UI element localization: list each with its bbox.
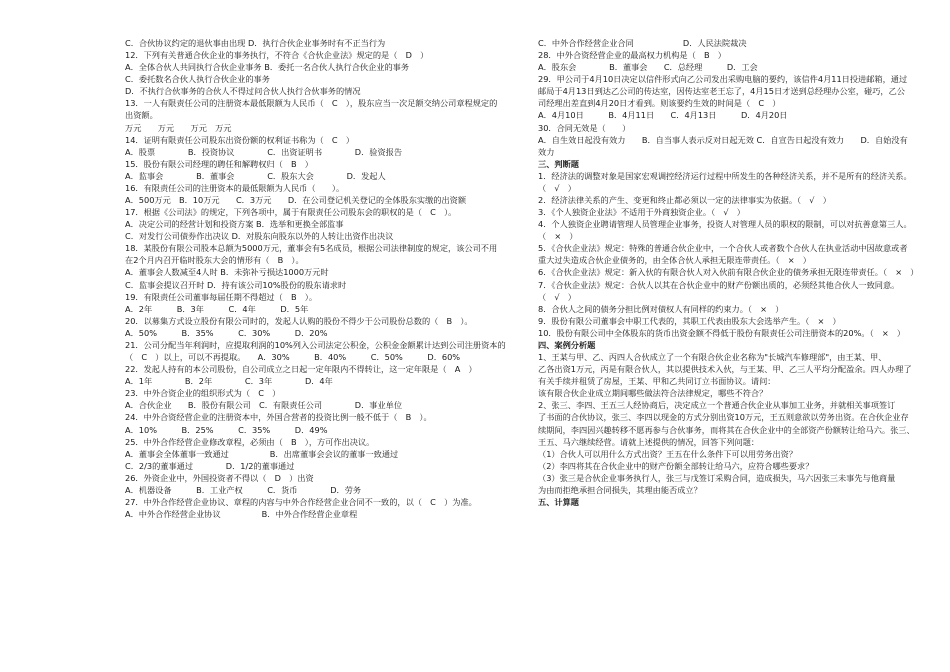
left-line: A．合伙企业 B．股份有限公司 C．有限责任公司 D．事业单位 bbox=[125, 400, 403, 411]
left-line: A．50% B．35% C．30% D．20% bbox=[125, 327, 328, 338]
left-line: A．监事会 B．董事会 C．股东大会 D．发起人 bbox=[125, 170, 386, 181]
left-line: 19．有限责任公司董事每届任期不得超过（ B ）。 bbox=[125, 291, 318, 302]
right-line: （1）合伙人可以用什么方式出资？王五在什么条件下可以用劳务出资？ bbox=[538, 448, 798, 459]
right-line: 28．中外合资经营企业的最高权力机构是（ B ） bbox=[538, 50, 726, 61]
right-column bbox=[538, 37, 923, 508]
left-line: 26．外资企业中，外国投资者不得以（ D ）出资 bbox=[125, 472, 314, 483]
left-line: 15．股份有限公司经理的聘任和解聘权归（ B ） bbox=[125, 158, 313, 169]
right-line: A．4月10日 B．4月11日 C．4月13日 D．4月20日 bbox=[538, 110, 788, 121]
left-column bbox=[125, 37, 525, 520]
right-line: 6．《合伙企业法》规定：新入伙的有限合伙人对入伙前有限合伙企业的债务承担无限连带责任。（ × ） bbox=[538, 267, 919, 278]
right-line: A．股东会 B．董事会 C．总经理 D．工会 bbox=[538, 62, 758, 73]
left-line: A．1年 B．2年 C．3年 D．4年 bbox=[125, 376, 333, 387]
right-line: 7．《合伙企业法》规定：合伙人以其在合伙企业中的财产份额出质的，必须经其他合伙人一致同意。 bbox=[538, 279, 900, 290]
left-line: 22．发起人持有的本公司股份，自公司成立之日起一定年限内不得转让，这一定年限是（ A ） bbox=[125, 364, 477, 375]
right-line: （3）张三是合伙企业事务执行人，张三与戊签订采购合同，造成损失，马六因张三未事先与他商量 bbox=[538, 472, 896, 483]
left-line: A．500万元 B．10万元 C．3万元 D．在公司登记机关登记的全体股东实缴的出资额 bbox=[125, 195, 467, 206]
right-line: 效力 bbox=[538, 146, 555, 157]
left-line: 25．中外合作经营企业修改章程，必须由（ B ），方可作出决议。 bbox=[125, 436, 375, 447]
right-line: 5．《合伙企业法》规定：特殊的普通合伙企业中，一个合伙人或者数个合伙人在执业活动中因故意或者 bbox=[538, 243, 908, 254]
right-line: 1、王某与甲、乙、丙四人合伙成立了一个有限合伙企业名称为"长城汽车修理部"，由王某、甲、 bbox=[538, 352, 887, 363]
right-line: （ √ ） bbox=[538, 291, 576, 302]
left-line: （ C ）以上，可以不再提取。 A．30% B．40% C．50% D．60% bbox=[125, 352, 461, 363]
right-line: 有关手续并租赁了房屋，王某、甲和乙共同订立书面协议。请问： bbox=[538, 376, 776, 387]
left-line: A．全体合伙人共同执行合伙企业事务 B．委托一名合伙人执行合伙企业的事务 bbox=[125, 62, 410, 73]
right-line: 王五、马六继续经营。请就上述提供的情况，回答下列问题： bbox=[538, 436, 760, 447]
right-line: 乙各出资1万元，丙是有限合伙人，其以提供技术入伙，与王某、甲、乙三人平均分配盈余。四人办理了 bbox=[538, 364, 912, 375]
right-line: 30．合同无效是（ ） bbox=[538, 122, 631, 133]
left-line: 出资额。 bbox=[125, 110, 158, 121]
right-line: 邮局于4月13日到达乙公司的传达室，因传达室老王忘了，4月15日才送到总经理办公室，碰巧，乙公 bbox=[538, 86, 905, 97]
left-line: A．董事会人数减至4人时 B．未弥补亏损达1000万元时 bbox=[125, 267, 329, 278]
right-line: 29．甲公司于4月10日决定以信件形式向乙公司发出采购电脑的要约，该信件4月11日投进邮箱，通过 bbox=[538, 74, 908, 85]
section-heading: 四、案例分析题 bbox=[538, 339, 596, 350]
right-line: 8．合伙人之间的债务分担比例对债权人有同样的约束力。（ × ） bbox=[538, 303, 784, 314]
left-line: A．机器设备 B．工业产权 C．货币 D．劳务 bbox=[125, 484, 362, 495]
right-line: 4．个人独资企业聘请管理人员管理企业事务，投资人对管理人员的职权的限制，可以对抗善意第三人。 bbox=[538, 219, 912, 230]
left-line: 24．中外合资经营企业的注册资本中，外国合营者的投资比例一般不低于（ B ）。 bbox=[125, 412, 432, 423]
right-line: C．中外合作经营企业合同 D．人民法院裁决 bbox=[538, 38, 747, 48]
section-heading: 三、判断题 bbox=[538, 158, 579, 169]
left-line: A．董事会全体董事一致通过 B．出席董事会会议的董事一致通过 bbox=[125, 448, 399, 459]
left-line: 16．有限责任公司的注册资本的最低限额为人民币（ ）。 bbox=[125, 182, 345, 193]
right-line: 3．《个人独资企业法》不适用于外商独资企业。（ √ ） bbox=[538, 207, 745, 218]
left-line: A．决定公司的经营计划和投资方案 B．选举和更换全部监事 bbox=[125, 219, 344, 230]
right-line: 2、张三、李四、王五三人经协商后，决定成立一个普通合伙企业从事加工业务，并就相关事项签订 bbox=[538, 400, 896, 411]
right-line: 了书面的合伙协议，张三、李四以现金的方式分别出资10万元，王五则意欲以劳务出资。在合伙企业存 bbox=[538, 412, 909, 423]
left-line: A．中外合作经营企业协议 B．中外合作经营企业章程 bbox=[125, 509, 358, 520]
left-line: 在2个月内召开临时股东大会的情形有（ B ）。 bbox=[125, 255, 304, 266]
left-line: C．对发行公司债券作出决议 D．对股东向股东以外的人转让出资作出决议 bbox=[125, 231, 394, 242]
left-line: 17．根据《公司法》的规定，下列各项中，属于有限责任公司股东会的职权的是（ C ）。 bbox=[125, 207, 457, 218]
left-line: 12．下列有关普通合伙企业的事务执行，不符合《合伙企业法》规定的是（ D ） bbox=[125, 50, 429, 61]
right-line: 为由而拒绝承担合同损失，其理由能否成立？ bbox=[538, 484, 702, 495]
left-line: C．监事会提议召开时 D．持有该公司10%股份的股东请求时 bbox=[125, 279, 347, 290]
left-line: A．2年 B．3年 C．4年 D．5年 bbox=[125, 303, 309, 314]
left-line: A．10% B．25% C．35% D．49% bbox=[125, 424, 328, 435]
left-line: 13．一人有限责任公司的注册资本最低限额为人民币（ C ），股东应当一次足额交纳公司章程规定的 bbox=[125, 98, 498, 109]
left-line: 27．中外合作经营企业协议、章程的内容与中外合作经营企业合同不一致的，以（ C ）为准。 bbox=[125, 496, 477, 507]
right-line: 重大过失造成合伙企业债务的，由全体合伙人承担无限连带责任。（ × ） bbox=[538, 255, 811, 266]
right-line: 2．经济法律关系的产生、变更和终止都必须以一定的法律事实为依据。（ √ ） bbox=[538, 195, 831, 206]
right-line: 续期间，李四因兴趣转移不愿再参与合伙事务，而将其在合伙企业中的全部资产份额转让给马六。张三、 bbox=[538, 424, 915, 435]
left-line: 万元 万元 万元 万元 bbox=[125, 122, 232, 133]
right-line: 司经理出差直到4月20日才看到。则该要约生效的时间是（ C ） bbox=[538, 98, 781, 109]
right-line: A．自生效日起没有效力 B．自当事人表示反对日起无效 C．自宣告日起没有效力 D．自始没有 bbox=[538, 134, 908, 145]
right-line: （2）李四将其在合伙企业中的财产份额全部转让给马六，应符合哪些要求？ bbox=[538, 460, 814, 471]
left-line: A．股票 B．投资协议 C．出资证明书 D．验资报告 bbox=[125, 146, 403, 157]
section-heading: 五、计算题 bbox=[538, 496, 579, 507]
right-line: 1．经济法的调整对象是国家宏观调控经济运行过程中所发生的各种经济关系，并不是所有的经济关系。 bbox=[538, 170, 912, 181]
left-line: C．委托数名合伙人执行合伙企业的事务 bbox=[125, 74, 270, 85]
left-line: 23．中外合资企业的组织形式为（ C ） bbox=[125, 388, 281, 399]
right-line: 9．股份有限公司董事会中职工代表的，其职工代表由股东大会选举产生。（ × ） bbox=[538, 315, 841, 326]
left-line: D．不执行合伙事务的合伙人不得过问合伙人执行合伙事务的情况 bbox=[125, 86, 361, 97]
right-line: （ √ ） bbox=[538, 182, 576, 193]
right-line: 该有限合伙企业成立期间哪些做法符合法律规定，哪些不符合？ bbox=[538, 388, 768, 399]
right-line: （ × ） bbox=[538, 231, 578, 242]
left-line: 21．公司分配当年利润时，应提取利润的10%列入公司法定公积金，公积金金额累计达到公司注册资本的 bbox=[125, 339, 506, 350]
left-line: C．合伙协议约定的退伙事由出现 D．执行合伙企业事务时有不正当行为 bbox=[125, 38, 386, 48]
right-line: 10．股份有限公司中全体股东的货币出资金额不得低于股份有限责任公司注册资本的20%。（ × ） bbox=[538, 327, 906, 338]
left-line: C．2/3的董事通过 D．1/2的董事通过 bbox=[125, 460, 295, 471]
left-line: 14．证明有限责任公司股东出资份额的权利证书称为（ C ） bbox=[125, 134, 355, 145]
left-line: 20．以募集方式设立股份有限公司时的，发起人认购的股份不得少于公司股份总数的（ B ）。 bbox=[125, 315, 473, 326]
left-line: 18．某股份有限公司股本总额为5000万元，董事会有5名成员，根据公司法律制度的规定，该公司不用 bbox=[125, 243, 498, 254]
